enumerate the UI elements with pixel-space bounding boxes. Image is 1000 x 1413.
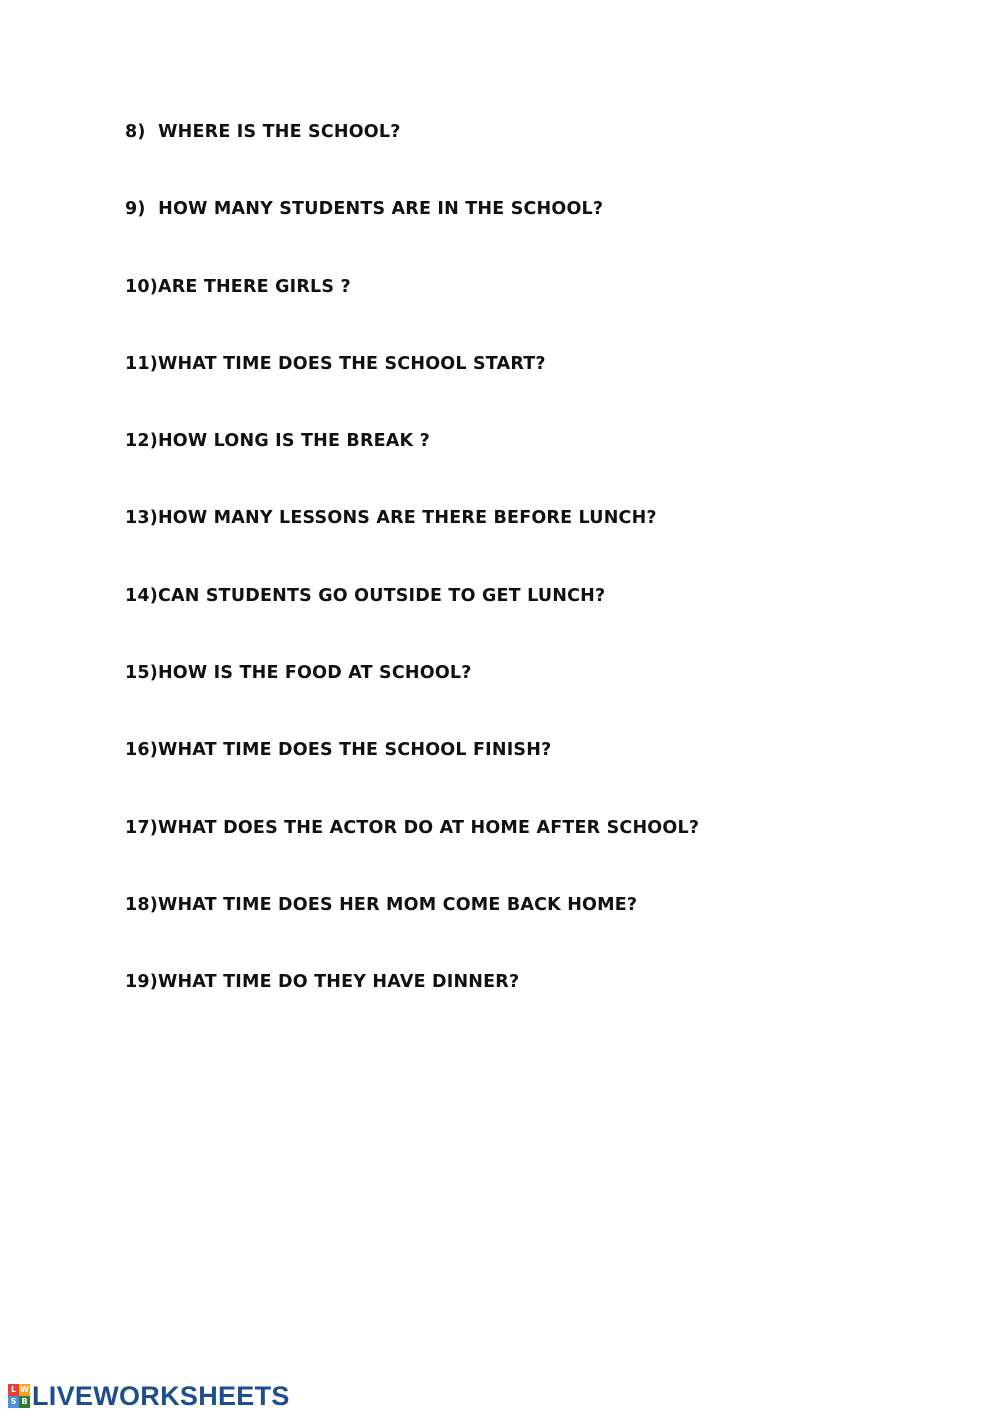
logo-tile: B xyxy=(19,1396,30,1408)
liveworksheets-brand xyxy=(8,1381,290,1411)
question-list xyxy=(125,119,699,1047)
brand-wordmark: LIVEWORKSHEETS xyxy=(32,1381,290,1411)
question-item: 8) WHERE IS THE SCHOOL? xyxy=(125,122,401,142)
question-item: 18)WHAT TIME DOES HER MOM COME BACK HOME? xyxy=(125,894,638,915)
logo-tile: S xyxy=(8,1396,19,1408)
question-item: 9) HOW MANY STUDENTS ARE IN THE SCHOOL? xyxy=(125,199,604,220)
question-item: 16)WHAT TIME DOES THE SCHOOL FINISH? xyxy=(125,740,552,761)
question-item: 15)HOW IS THE FOOD AT SCHOOL? xyxy=(125,663,472,684)
question-item: 19)WHAT TIME DO THEY HAVE DINNER? xyxy=(125,972,520,993)
question-item: 10)ARE THERE GIRLS ? xyxy=(125,276,351,297)
logo-tile: W xyxy=(20,1385,29,1394)
question-item: 12)HOW LONG IS THE BREAK ? xyxy=(125,431,430,452)
question-item: 13)HOW MANY LESSONS ARE THERE BEFORE LUNCH? xyxy=(125,508,657,529)
logo-tile: L xyxy=(8,1384,19,1396)
liveworksheets-logo-icon xyxy=(8,1384,30,1408)
question-item: 17)WHAT DOES THE ACTOR DO AT HOME AFTER SCHOOL? xyxy=(125,817,700,838)
question-item: 11)WHAT TIME DOES THE SCHOOL START? xyxy=(125,353,546,374)
question-item: 14)CAN STUDENTS GO OUTSIDE TO GET LUNCH? xyxy=(125,585,606,606)
